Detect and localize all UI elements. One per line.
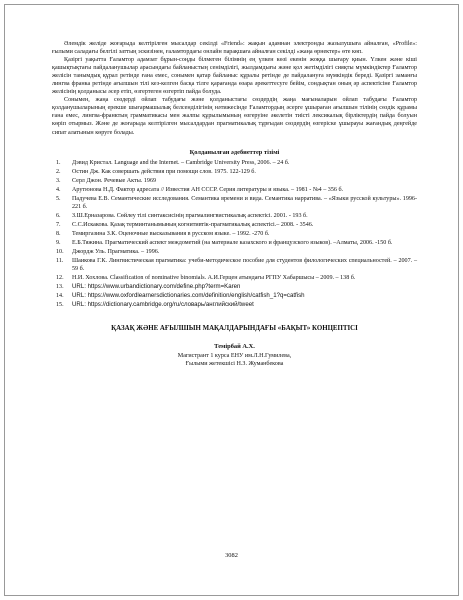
reference-number: 11. (56, 258, 64, 265)
reference-item (52, 159, 417, 167)
reference-text: З.Ш.Ерназарова. Сөйлеу тілі синтаксисінің прагмалингвистикалық аспектісі. 2001. - 193 б. (72, 212, 308, 219)
reference-number: 2. (56, 168, 61, 175)
reference-url: URL: https://www.urbandictionary.com/define.php?term=Karen (72, 283, 241, 291)
reference-number: 4. (56, 186, 61, 193)
reference-number: 1. (56, 159, 61, 166)
reference-item (52, 168, 417, 176)
reference-item (52, 301, 417, 309)
references-list (52, 159, 417, 310)
reference-item (52, 186, 417, 194)
reference-number: 12. (56, 275, 64, 282)
reference-url: URL: https://www.oxfordlearnersdictionaries.com/definition/english/catfish_1?q=catfish (72, 292, 305, 300)
author-affiliation: Магистрант 1 курса ЕНУ им.Л.Н.Гумилева, (177, 352, 292, 359)
reference-number: 8. (56, 230, 61, 237)
reference-item (52, 274, 417, 282)
body-paragraph-1: Әлемдік желіде жоғарыда келтірілген мысалдар секілді «Friend»: жақын адамнан электронды жазылушыға айналған, «Profile»: ғылыми саладағы белгілі заттың эскизінен, ғаламтордағы онлайн парақшаға айналған секілді «жаңа өрнектер» өте көп. (52, 41, 417, 56)
reference-text: С.С.Искакова. Қазақ терминтанымының когнитивтік-прагматикалық аспектісі.– 2008. - 3546. (72, 221, 314, 228)
reference-text: Джордж Уль. Прагматика. – 1996. (72, 249, 160, 256)
reference-number: 5. (56, 195, 61, 202)
reference-item (52, 221, 417, 229)
document-body (52, 40, 417, 368)
reference-item (52, 292, 417, 300)
reference-item (52, 283, 417, 291)
author-name: Темірбай А.Х. (214, 343, 255, 351)
body-paragraph-2: Қазіргі уақытта Ғаламтор адамзат бұрын-соңды білмеген білімнің ең үлкен көзі екенін жоққа шығару қиын. Үлкен және кішi қашықтықтағы пайдаланушылар арасындағы байланыстың сенімділігі, жылдамдығы және қол жетімділігі сияқты мүмкіндіктер Ғаламтор желісін танымдық құрал ретінде ғана емес, сонымен қатар байланыс құралы ретінде де пайдалануға мүмкіндік береді. Қазіргі заманғы лингва франка ретінде ағылшын тілі кез-келген басқа тілге қарағанда өзара әрекеттесуге бейім, сондықтан оның әр аспектісіне Ғаламтор желісінің қолданысы әсер етіп, өзгертеген өзгертіп пайда болуда. (52, 57, 417, 96)
next-article-title: ҚАЗАҚ ЖӘНЕ АҒЫЛШЫН МАҚАЛДАРЫНДАҒЫ «БАҚЫТ» КОНЦЕПТІСІ (111, 325, 358, 333)
reference-text: Арутюнова Н.Д. Фактор адресата // Известия АН СССР. Серия литературы и языка. – 1981 - №4 – 356 б. (72, 186, 344, 193)
reference-text: Н.И. Хохлова. Classification of nominative binomials. А.И.Герцен атындағы РГПУ Хабаршысы – 2009. – 138 б. (72, 275, 356, 282)
reference-text: Серл Джон. Речевые Акты. 1969 (72, 177, 157, 184)
page-number: 3082 (225, 552, 238, 559)
reference-text: Е.Б.Тяжина. Прагматический аспект междометий (на материале казахского и французского языков). –Алматы, 2006. -150 б. (72, 240, 393, 247)
reference-number: 3. (56, 177, 61, 184)
reference-number: 7. (56, 221, 61, 228)
reference-item (52, 239, 417, 247)
body-paragraph-3: Сонымен, жаңа сөздерді ойлап табудағы және қолданыстағы сөздердің жаңа мағыналарын ойлап табудағы Ғаламтор қолданушыларының ерекше шығармашылық белсенділігінің нәтижесінде Ғаламтордың әсерге ұшыраған ағылшын тілінің сөздік құрамы ғана емес, лингва-франктың грамматикасы мен жалпы құрылымының өзгеруіне әкелетін тиісті лексикалық бірліктердің пайда болуын көріп отырмыз. Және де жоғарыда келтірілген мысалдардан прагматикалық тұрғыдан сөздердің өзгеріске ұшырауы жағандық деңгейде сипат алатынын көруге болады. (52, 97, 417, 136)
reference-item (52, 230, 417, 238)
reference-text: Дэвид Кристал. Language and the Internet. – Cambridge University Press, 2006. – 24 б. (72, 159, 290, 166)
reference-text: Шаикова Г.К. Лингвистическая прагматика: учеби-методическое пособие для студентов филологических специальностей. – 2007. – 59 б. (72, 258, 417, 273)
reference-number: 14. (56, 293, 64, 300)
reference-item (52, 195, 417, 211)
references-title: Қолданылған әдебиеттер тізімі (189, 148, 280, 156)
reference-text: Остин Дж. Как совершать действия при помощи слов. 1975. 122-129 б. (72, 168, 256, 175)
reference-number: 9. (56, 240, 61, 247)
reference-text: Падучева Е.В. Семантические исследования. Семантика времени и вида. Семантика нарратива. – «Языки русской культуры». 1996- 221 б. (72, 195, 417, 210)
reference-number: 10. (56, 249, 64, 256)
reference-number: 6. (56, 212, 61, 219)
reference-text: Темиргазина З.К. Оценочные высказывания в русском языке. – 1992. -270 б. (72, 230, 270, 237)
reference-item (52, 212, 417, 220)
reference-number: 15. (56, 302, 64, 309)
reference-item (52, 257, 417, 273)
reference-number: 13. (56, 284, 64, 291)
reference-url: URL: https://dictionary.cambridge.org/ru/словарь/английский/tweet (72, 301, 254, 309)
reference-item (52, 177, 417, 185)
reference-item (52, 248, 417, 256)
supervisor-line: Ғылыми жетекшісі Н.З. Жуманбекова (185, 360, 284, 367)
